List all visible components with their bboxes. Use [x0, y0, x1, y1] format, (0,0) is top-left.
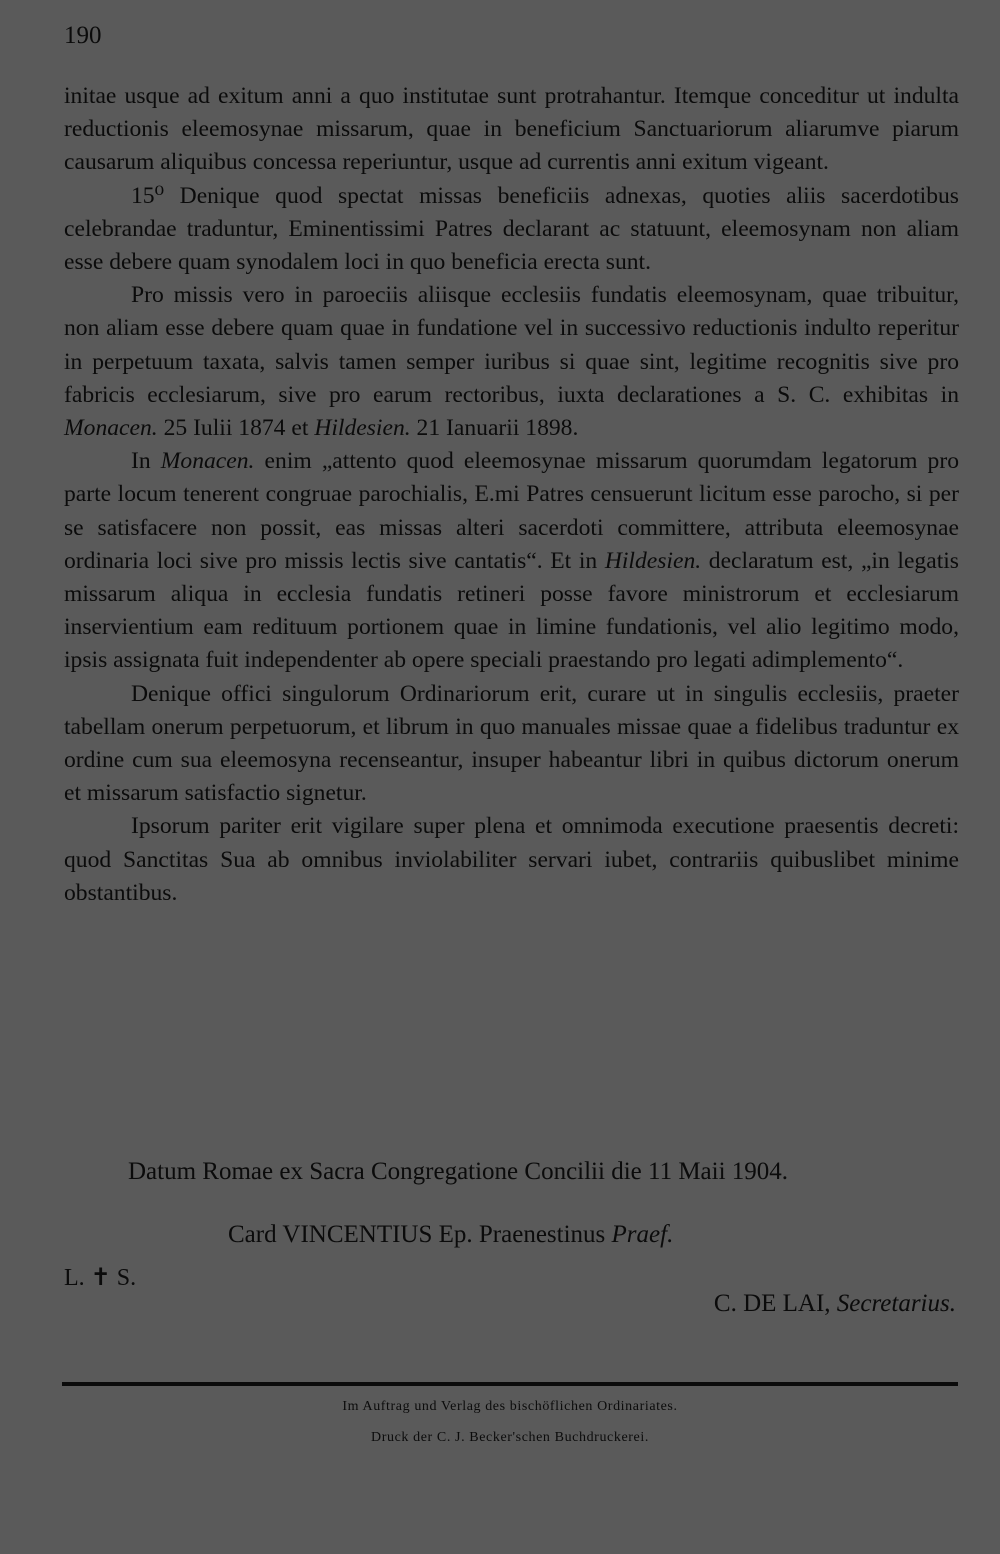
signature-prefect [228, 1221, 673, 1249]
printer-imprint: Druck der C. J. Becker'schen Buchdruckerei. [371, 1430, 649, 1445]
citation-monacen: Monacen. [64, 415, 158, 442]
paragraph-6: Ipsorum pariter erit vigilare super plena et omnimoda executione praesentis decreti: quod Sanctitas Sua ab omnibus inviolabiliter servari iubet, contrariis quibuslibet minime obstantibus. [64, 813, 959, 906]
paragraph-3-text-a: Pro missis vero in paroeciis aliisque ecclesiis fundatis eleemosynam, quae tribuitur, non aliam esse debere quam quae in fundatione vel in successivo reductionis indulto reperitur in perpetuum taxata, salvis tamen semper iuribus si quae sint, legitime recognitis sive pro fabricis ecclesiarum, sive pro earum rectoribus, iuxta declarationes a S. C. exhibitas in [64, 282, 959, 408]
secretary-title: Secretarius. [836, 1290, 956, 1317]
citation-monacen-2: Monacen. [160, 448, 255, 475]
citation-hildesien: Hildesien. [314, 415, 411, 442]
paragraph-3 [64, 279, 959, 445]
prefect-title: Praef. [611, 1221, 674, 1248]
decree-body [64, 80, 959, 910]
paragraph-3-text-b: 25 Iulii 1874 et [157, 415, 315, 442]
paragraph-4-text-a: In [131, 448, 161, 475]
paragraph-4-text-c: declaratum est, „in legatis missarum aliqua in ecclesia fundatis retineri posse favore ministrorum et ecclesiarum inservientium eam redituum portionem quae in limine fundationis, vel alio legitimo modo, ipsis assignata fuit independenter ab opere speciali praestando pro legati adimplemento“. [64, 547, 959, 674]
signature-secretary [714, 1290, 956, 1318]
prefect-name: Card VINCENTIUS Ep. Praenestinus [228, 1221, 612, 1248]
paragraph-2: 15⁰ Denique quod spectat missas beneficiis adnexas, quoties aliis sacerdotibus celebrandae traduntur, Eminentissimi Patres declarant ac statuunt, eleemosynam non aliam esse debere quam synodalem loci in quo beneficia erecta sunt. [64, 182, 959, 276]
paragraph-1: initae usque ad exitum anni a quo institutae sunt protrahantur. Itemque conceditur ut indulta reductionis eleemosynae missarum, quae in beneficium Sanctuariorum aliarumve piarum causarum aliquibus concessa reperiuntur, usque ad currentis anni exitum vigeant. [64, 83, 959, 176]
paragraph-4 [64, 445, 959, 677]
paragraph-5: Denique offici singulorum Ordinariorum erit, curare ut in singulis ecclesiis, praeter tabellam onerum perpetuorum, et librum in quo manuales missae quae a fidelibus traduntur ex ordine cum sua eleemosyna recenseantur, insuper habeantur libri in quibus dictorum onerum et missarum satisfactio signetur. [64, 680, 959, 807]
publisher-imprint: Im Auftrag und Verlag des bischöflichen Ordinariates. [342, 1399, 678, 1414]
secretary-name: C. DE LAI, [713, 1290, 837, 1317]
seal-mark: L. ✝ S. [64, 1265, 137, 1291]
citation-hildesien-2: Hildesien. [604, 547, 702, 574]
paragraph-3-text-c: 21 Ianuarii 1898. [410, 415, 579, 442]
date-line: Datum Romae ex Sacra Congregatione Concilii die 11 Maii 1904. [128, 1158, 789, 1185]
paragraph-4-text-b: enim „attento quod eleemosynae missarum quorumdam legatorum pro parte locum tenerent congruae parochialis, E.mi Patres censuerunt licitum esse parocho, si per se satisfacere non possit, eas missas alteri sacerdoti committere, attributa eleemosynae ordinaria loci sive pro missis lectis sive cantatis“. Et in [64, 448, 959, 574]
page-number: 190 [64, 22, 102, 49]
footer-rule [62, 1382, 958, 1386]
